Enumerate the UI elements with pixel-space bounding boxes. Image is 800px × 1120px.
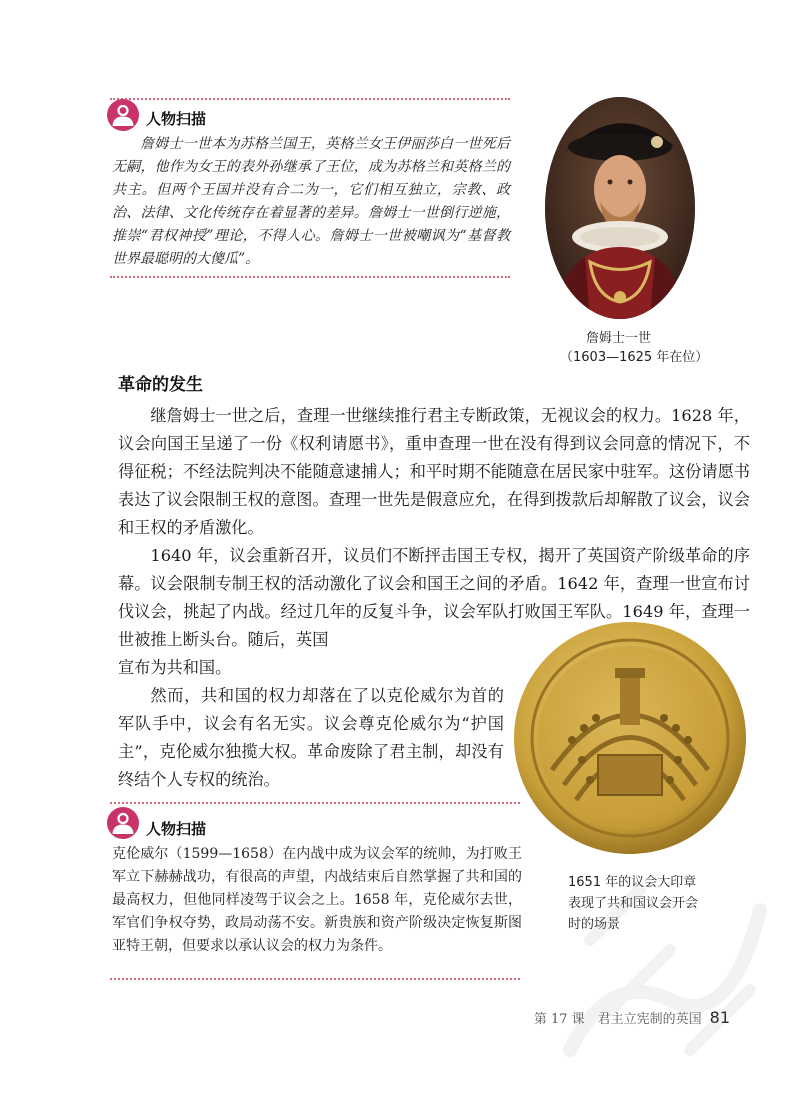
person-icon: [106, 806, 140, 840]
page-number: 81: [709, 1008, 730, 1027]
medal-caption: 1651 年的议会大印章表现了共和国议会开会时的场景: [568, 875, 699, 932]
portrait-caption-reign: （1603—1625 年在位）: [560, 350, 709, 365]
lesson-title: 第 17 课 君主立宪制的英国: [533, 1012, 702, 1027]
box2-top-divider: [110, 802, 520, 804]
box2-bottom-divider: [110, 978, 520, 980]
box1-text: 詹姆士一世本为苏格兰国王，英格兰女王伊丽莎白一世死后无嗣，他作为女王的表外孙继承了王位，成为苏格兰和英格兰的共主。但两个王国并没有合二为一，它们相互独立，宗教、政治、法律、文化传统存在着显著的差异。詹姆士一世倒行逆施，推崇“君权神授”理论，不得人心。詹姆士一世被嘲讽为“基督教世界最聪明的大傻瓜”。: [112, 136, 510, 267]
portrait-caption-name: 詹姆士一世: [586, 331, 652, 346]
box1-bottom-divider: [110, 276, 510, 278]
paragraph-3: 然而，共和国的权力却落在了以克伦威尔为首的军队手中，议会有名无实。议会尊克伦威尔为“护国主”，克伦威尔独揽大权。革命废除了君主制，却没有终结个人专权的统治。: [118, 686, 504, 789]
box2-text: 克伦威尔（1599—1658）在内战中成为议会军的统帅，为打败王军立下赫赫战功，有很高的声望，内战结束后自然掌握了共和国的最高权力，但他同样凌驾于议会之上。1658 年，克伦威尔去世，军官们争权夺势，政局动荡不安。新贵族和资产阶级决定恢复斯图亚特王朝，但要求以承认议会的权力为条件。: [112, 846, 522, 954]
watermark-graphic: [550, 850, 780, 1080]
section-title: 革命的发生: [118, 375, 203, 395]
james-i-portrait: [545, 97, 695, 319]
paragraph-2-end: 宣布为共和国。: [118, 658, 232, 677]
box1-top-divider: [110, 98, 510, 100]
paragraph-2: 1640 年，议会重新召开，议员们不断抨击国王专权，揭开了英国资产阶级革命的序幕。议会限制专制王权的活动激化了议会和国王之间的矛盾。1642 年，查理一世宣布讨伐议会，挑起了内战。经过几年的反复斗争，议会军队打败国王军队。1649 年，查理一世被推上断头台。随后，英国: [118, 546, 750, 649]
box1-title: 人物扫描: [146, 110, 207, 128]
person-icon: [106, 98, 140, 132]
box2-title: 人物扫描: [146, 820, 207, 838]
parliament-seal-medal: [512, 620, 748, 856]
paragraph-1: 继詹姆士一世之后，查理一世继续推行君主专断政策，无视议会的权力。1628 年，议会向国王呈递了一份《权利请愿书》，重申查理一世在没有得到议会同意的情况下，不得征税；不经法院判决不能随意逮捕人；和平时期不能随意在居民家中驻军。这份请愿书表达了议会限制王权的意图。查理一世先是假意应允，在得到拨款后却解散了议会，议会和王权的矛盾激化。: [118, 406, 750, 537]
